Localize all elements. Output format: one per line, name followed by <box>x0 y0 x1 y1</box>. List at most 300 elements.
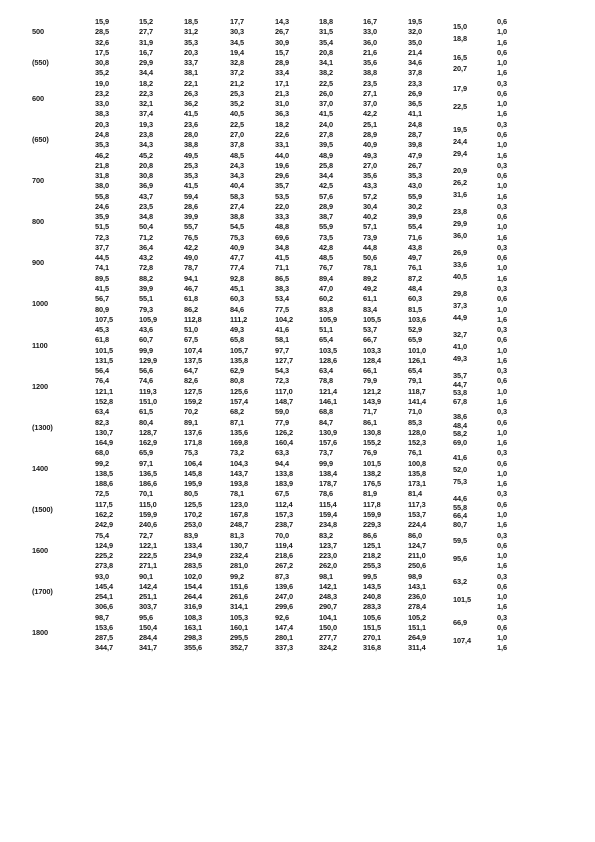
value-cell: 18,5 <box>184 17 198 26</box>
value-cell: 27,1 <box>363 88 377 98</box>
factor-cell: 1,0 <box>497 58 507 68</box>
value-cell: 24,0 <box>319 119 333 129</box>
value-cell: 48,5 <box>230 150 244 160</box>
value-cell: 35,4 <box>319 37 333 47</box>
value-cell: 72,5 <box>95 489 109 499</box>
value-cell: 111,2 <box>230 314 248 324</box>
value-cell: 278,4 <box>408 602 426 612</box>
size-label: 1800 <box>32 628 49 638</box>
value-cell: 87,3 <box>275 571 289 581</box>
side-cell: 20,9 <box>453 165 467 175</box>
value-cell: 19,6 <box>275 160 289 170</box>
value-cell: 73,7 <box>319 448 333 458</box>
value-cell: 97,1 <box>139 458 153 468</box>
value-cell: 37,0 <box>363 99 377 109</box>
value-cell: 264,4 <box>184 592 202 602</box>
factor-cell: 1,0 <box>497 263 507 273</box>
value-cell: 105,9 <box>139 314 157 324</box>
value-cell: 105,9 <box>319 314 337 324</box>
value-cell: 48,4 <box>408 284 422 294</box>
value-cell: 60,3 <box>230 294 244 304</box>
factor-cell: 0,6 <box>497 622 507 632</box>
factor-cell: 1,6 <box>497 438 507 448</box>
value-cell: 133,8 <box>275 468 293 478</box>
value-cell: 150,4 <box>139 622 157 632</box>
value-cell: 34,5 <box>230 37 244 47</box>
factor-cell: 0,6 <box>497 17 507 26</box>
value-cell: 262,0 <box>319 561 337 571</box>
value-cell: 41,5 <box>275 253 289 263</box>
value-cell: 153,7 <box>408 509 426 519</box>
value-cell: 83,2 <box>319 530 333 540</box>
side-cell: 55,8 <box>453 502 467 512</box>
factor-cell: 0,3 <box>497 612 507 622</box>
value-cell: 31,2 <box>184 27 198 37</box>
side-cell: 29,9 <box>453 218 467 228</box>
value-cell: 178,7 <box>319 479 337 489</box>
value-cell: 81,9 <box>363 489 377 499</box>
value-cell: 43,8 <box>408 242 422 252</box>
value-cell: 15,2 <box>139 17 153 26</box>
value-cell: 159,9 <box>363 509 381 519</box>
value-cell: 128,6 <box>319 355 337 365</box>
value-cell: 61,5 <box>139 407 153 417</box>
value-cell: 121,4 <box>319 386 337 396</box>
value-cell: 49,7 <box>408 253 422 263</box>
value-cell: 188,6 <box>95 479 113 489</box>
factor-cell: 0,3 <box>497 325 507 335</box>
factor-cell: 1,0 <box>497 633 507 643</box>
value-cell: 355,6 <box>184 643 202 653</box>
value-cell: 133,4 <box>184 540 202 550</box>
value-cell: 124,7 <box>408 540 426 550</box>
value-cell: 35,3 <box>95 140 109 150</box>
size-label: 800 <box>32 217 45 227</box>
value-cell: 129,9 <box>139 355 157 365</box>
value-cell: 61,8 <box>95 335 109 345</box>
side-cell: 20,7 <box>453 64 467 74</box>
value-cell: 20,8 <box>139 160 153 170</box>
value-cell: 48,9 <box>319 150 333 160</box>
value-cell: 22,0 <box>275 201 289 211</box>
factor-cell: 1,6 <box>497 520 507 530</box>
value-cell: 76,5 <box>184 232 198 242</box>
side-cell: 19,5 <box>453 124 467 134</box>
value-cell: 84,6 <box>230 304 244 314</box>
factor-cell: 1,0 <box>497 468 507 478</box>
side-cell: 23,8 <box>453 206 467 216</box>
value-cell: 72,8 <box>139 263 153 273</box>
value-cell: 78,1 <box>363 263 377 273</box>
value-cell: 287,5 <box>95 633 113 643</box>
value-cell: 61,1 <box>363 294 377 304</box>
value-cell: 60,3 <box>408 294 422 304</box>
value-cell: 85,3 <box>408 417 422 427</box>
value-cell: 19,5 <box>408 17 422 26</box>
value-cell: 145,4 <box>95 581 113 591</box>
value-cell: 39,9 <box>408 212 422 222</box>
side-cell: 59,5 <box>453 535 467 545</box>
value-cell: 26,7 <box>408 160 422 170</box>
factor-cell: 0,6 <box>497 581 507 591</box>
value-cell: 127,7 <box>275 355 293 365</box>
value-cell: 267,2 <box>275 561 293 571</box>
value-cell: 23,5 <box>139 201 153 211</box>
value-cell: 97,7 <box>275 345 289 355</box>
value-cell: 125,1 <box>363 540 381 550</box>
value-cell: 157,4 <box>230 396 248 406</box>
value-cell: 86,5 <box>275 273 289 283</box>
value-cell: 77,5 <box>275 304 289 314</box>
value-cell: 42,2 <box>184 242 198 252</box>
value-cell: 27,8 <box>319 129 333 139</box>
value-cell: 137,6 <box>184 427 202 437</box>
side-cell: 29,4 <box>453 148 467 158</box>
value-cell: 30,4 <box>363 201 377 211</box>
value-cell: 26,9 <box>408 88 422 98</box>
value-cell: 56,6 <box>139 366 153 376</box>
value-cell: 89,5 <box>95 273 109 283</box>
value-cell: 76,7 <box>319 263 333 273</box>
value-cell: 171,8 <box>184 438 202 448</box>
value-cell: 163,1 <box>184 622 202 632</box>
size-label: 700 <box>32 176 45 186</box>
value-cell: 88,2 <box>139 273 153 283</box>
factor-cell: 1,0 <box>497 592 507 602</box>
value-cell: 98,9 <box>408 571 422 581</box>
value-cell: 261,6 <box>230 592 248 602</box>
value-cell: 35,7 <box>275 181 289 191</box>
value-cell: 271,1 <box>139 561 157 571</box>
factor-cell: 0,6 <box>497 253 507 263</box>
value-cell: 82,6 <box>184 376 198 386</box>
value-cell: 72,7 <box>139 530 153 540</box>
value-cell: 122,1 <box>139 540 157 550</box>
value-cell: 47,0 <box>319 284 333 294</box>
value-cell: 20,3 <box>184 47 198 57</box>
value-cell: 58,1 <box>275 335 289 345</box>
value-cell: 24,6 <box>95 201 109 211</box>
value-cell: 105,5 <box>363 314 381 324</box>
value-cell: 121,1 <box>95 386 113 396</box>
value-cell: 102,0 <box>184 571 202 581</box>
side-cell: 66,9 <box>453 617 467 627</box>
value-cell: 19,0 <box>95 78 109 88</box>
value-cell: 34,6 <box>408 58 422 68</box>
factor-cell: 1,0 <box>497 27 507 37</box>
value-cell: 352,7 <box>230 643 248 653</box>
value-cell: 27,4 <box>230 201 244 211</box>
value-cell: 55,7 <box>184 222 198 232</box>
value-cell: 17,5 <box>95 47 109 57</box>
factor-cell: 0,3 <box>497 242 507 252</box>
value-cell: 160,1 <box>230 622 248 632</box>
value-cell: 23,2 <box>95 88 109 98</box>
value-cell: 44,5 <box>95 253 109 263</box>
value-cell: 45,3 <box>95 325 109 335</box>
value-cell: 101,5 <box>363 458 381 468</box>
value-cell: 23,3 <box>408 78 422 88</box>
side-cell: 44,6 <box>453 494 467 504</box>
factor-cell: 1,6 <box>497 561 507 571</box>
value-cell: 157,3 <box>275 509 293 519</box>
value-cell: 55,8 <box>95 191 109 201</box>
value-cell: 98,7 <box>95 612 109 622</box>
side-cell: 53,8 <box>453 388 467 398</box>
value-cell: 49,3 <box>230 325 244 335</box>
value-cell: 16,7 <box>139 47 153 57</box>
factor-cell: 1,6 <box>497 273 507 283</box>
value-cell: 38,8 <box>363 68 377 78</box>
side-cell: 41,6 <box>453 453 467 463</box>
value-cell: 40,2 <box>363 212 377 222</box>
value-cell: 18,8 <box>319 17 333 26</box>
value-cell: 193,8 <box>230 479 248 489</box>
factor-cell: 0,6 <box>497 540 507 550</box>
value-cell: 135,6 <box>230 427 248 437</box>
value-cell: 101,0 <box>408 345 426 355</box>
value-cell: 41,5 <box>319 109 333 119</box>
value-cell: 68,0 <box>95 448 109 458</box>
side-cell: 31,6 <box>453 189 467 199</box>
size-label: 1400 <box>32 463 49 473</box>
value-cell: 128,7 <box>139 427 157 437</box>
value-cell: 95,6 <box>139 612 153 622</box>
size-label: (1500) <box>32 504 53 514</box>
value-cell: 75,3 <box>184 448 198 458</box>
value-cell: 176,5 <box>363 479 381 489</box>
value-cell: 33,0 <box>95 99 109 109</box>
value-cell: 55,9 <box>408 191 422 201</box>
value-cell: 72,3 <box>95 232 109 242</box>
value-cell: 40,4 <box>230 181 244 191</box>
value-cell: 115,4 <box>319 499 337 509</box>
value-cell: 121,2 <box>363 386 381 396</box>
value-cell: 51,5 <box>95 222 109 232</box>
value-cell: 87,2 <box>408 273 422 283</box>
value-cell: 29,6 <box>275 171 289 181</box>
value-cell: 108,3 <box>184 612 202 622</box>
value-cell: 284,4 <box>139 633 157 643</box>
value-cell: 159,9 <box>139 509 157 519</box>
value-cell: 38,2 <box>319 68 333 78</box>
value-cell: 37,8 <box>408 68 422 78</box>
value-cell: 103,3 <box>363 345 381 355</box>
value-cell: 29,9 <box>139 58 153 68</box>
value-cell: 36,0 <box>363 37 377 47</box>
value-cell: 47,7 <box>230 253 244 263</box>
value-cell: 65,9 <box>408 335 422 345</box>
factor-cell: 0,3 <box>497 160 507 170</box>
value-cell: 27,7 <box>139 27 153 37</box>
value-cell: 25,8 <box>319 160 333 170</box>
value-cell: 92,8 <box>230 273 244 283</box>
value-cell: 90,1 <box>139 571 153 581</box>
value-cell: 248,7 <box>230 520 248 530</box>
value-cell: 22,5 <box>230 119 244 129</box>
side-cell: 58,2 <box>453 429 467 439</box>
value-cell: 42,2 <box>363 109 377 119</box>
value-cell: 41,5 <box>184 109 198 119</box>
value-cell: 218,6 <box>275 551 293 561</box>
value-cell: 65,9 <box>139 448 153 458</box>
value-cell: 22,1 <box>184 78 198 88</box>
factor-cell: 0,3 <box>497 201 507 211</box>
value-cell: 26,7 <box>275 27 289 37</box>
value-cell: 28,9 <box>319 201 333 211</box>
value-cell: 270,1 <box>363 633 381 643</box>
value-cell: 71,1 <box>275 263 289 273</box>
value-cell: 89,2 <box>363 273 377 283</box>
side-cell: 18,8 <box>453 33 467 43</box>
value-cell: 154,4 <box>184 581 202 591</box>
value-cell: 314,1 <box>230 602 248 612</box>
value-cell: 38,8 <box>184 140 198 150</box>
value-cell: 50,4 <box>139 222 153 232</box>
value-cell: 63,4 <box>319 366 333 376</box>
value-cell: 26,0 <box>319 88 333 98</box>
value-cell: 34,4 <box>139 68 153 78</box>
value-cell: 236,0 <box>408 592 426 602</box>
value-cell: 74,6 <box>139 376 153 386</box>
value-cell: 33,0 <box>363 27 377 37</box>
value-cell: 22,6 <box>275 129 289 139</box>
value-cell: 28,9 <box>363 129 377 139</box>
size-label: (650) <box>32 135 49 145</box>
side-cell: 26,2 <box>453 177 467 187</box>
value-cell: 57,6 <box>319 191 333 201</box>
value-cell: 155,2 <box>363 438 381 448</box>
value-cell: 104,2 <box>275 314 293 324</box>
value-cell: 36,4 <box>139 242 153 252</box>
value-cell: 273,8 <box>95 561 113 571</box>
value-cell: 44,8 <box>363 242 377 252</box>
value-cell: 46,2 <box>95 150 109 160</box>
value-cell: 238,7 <box>275 520 293 530</box>
value-cell: 281,0 <box>230 561 248 571</box>
value-cell: 153,6 <box>95 622 113 632</box>
value-cell: 66,1 <box>363 366 377 376</box>
value-cell: 84,7 <box>319 417 333 427</box>
value-cell: 107,4 <box>184 345 202 355</box>
value-cell: 76,1 <box>408 448 422 458</box>
value-cell: 104,1 <box>319 612 337 622</box>
value-cell: 31,8 <box>95 171 109 181</box>
value-cell: 145,8 <box>184 468 202 478</box>
side-cell: 75,3 <box>453 477 467 487</box>
value-cell: 39,9 <box>139 284 153 294</box>
value-cell: 130,8 <box>363 427 381 437</box>
value-cell: 337,3 <box>275 643 293 653</box>
value-cell: 34,8 <box>139 212 153 222</box>
value-cell: 104,3 <box>230 458 248 468</box>
value-cell: 27,0 <box>363 160 377 170</box>
value-cell: 71,0 <box>408 407 422 417</box>
value-cell: 40,9 <box>230 242 244 252</box>
value-cell: 143,1 <box>408 581 426 591</box>
value-cell: 25,1 <box>363 119 377 129</box>
side-cell: 17,9 <box>453 83 467 93</box>
value-cell: 46,7 <box>184 284 198 294</box>
value-cell: 36,5 <box>408 99 422 109</box>
value-cell: 43,3 <box>363 181 377 191</box>
value-cell: 117,5 <box>95 499 113 509</box>
value-cell: 75,3 <box>230 232 244 242</box>
value-cell: 21,6 <box>363 47 377 57</box>
value-cell: 123,7 <box>319 540 337 550</box>
side-cell: 67,8 <box>453 396 467 406</box>
value-cell: 35,0 <box>408 37 422 47</box>
value-cell: 28,6 <box>184 201 198 211</box>
value-cell: 195,9 <box>184 479 202 489</box>
value-cell: 234,8 <box>319 520 337 530</box>
value-cell: 24,8 <box>95 129 109 139</box>
side-cell: 101,5 <box>453 594 471 604</box>
value-cell: 37,2 <box>230 68 244 78</box>
value-cell: 73,5 <box>319 232 333 242</box>
value-cell: 251,1 <box>139 592 157 602</box>
side-cell: 44,9 <box>453 313 467 323</box>
value-cell: 18,2 <box>139 78 153 88</box>
value-cell: 30,8 <box>139 171 153 181</box>
value-cell: 30,2 <box>408 201 422 211</box>
value-cell: 43,0 <box>408 181 422 191</box>
factor-cell: 1,6 <box>497 191 507 201</box>
value-cell: 138,5 <box>95 468 113 478</box>
value-cell: 59,4 <box>184 191 198 201</box>
value-cell: 38,1 <box>184 68 198 78</box>
factor-cell: 1,6 <box>497 150 507 160</box>
factor-cell: 0,6 <box>497 376 507 386</box>
value-cell: 30,8 <box>95 58 109 68</box>
value-cell: 26,3 <box>184 88 198 98</box>
value-cell: 89,1 <box>184 417 198 427</box>
value-cell: 28,7 <box>408 129 422 139</box>
value-cell: 23,8 <box>139 129 153 139</box>
factor-cell: 1,0 <box>497 304 507 314</box>
value-cell: 41,6 <box>275 325 289 335</box>
value-cell: 43,7 <box>139 191 153 201</box>
value-cell: 250,6 <box>408 561 426 571</box>
factor-cell: 1,6 <box>497 396 507 406</box>
value-cell: 248,3 <box>319 592 337 602</box>
factor-cell: 0,3 <box>497 119 507 129</box>
value-cell: 240,8 <box>363 592 381 602</box>
value-cell: 60,2 <box>319 294 333 304</box>
value-cell: 234,9 <box>184 551 202 561</box>
value-cell: 47,9 <box>408 150 422 160</box>
value-cell: 28,9 <box>275 58 289 68</box>
factor-cell: 1,6 <box>497 37 507 47</box>
value-cell: 306,6 <box>95 602 113 612</box>
value-cell: 33,4 <box>275 68 289 78</box>
value-cell: 17,1 <box>275 78 289 88</box>
value-cell: 295,5 <box>230 633 248 643</box>
value-cell: 33,1 <box>275 140 289 150</box>
value-cell: 99,9 <box>319 458 333 468</box>
value-cell: 344,7 <box>95 643 113 653</box>
factor-cell: 0,6 <box>497 499 507 509</box>
side-cell: 41,0 <box>453 342 467 352</box>
value-cell: 38,8 <box>230 212 244 222</box>
value-cell: 21,8 <box>95 160 109 170</box>
value-cell: 277,7 <box>319 633 337 643</box>
value-cell: 77,4 <box>230 263 244 273</box>
value-cell: 137,5 <box>184 355 202 365</box>
size-label: 1600 <box>32 545 49 555</box>
value-cell: 40,9 <box>363 140 377 150</box>
value-cell: 170,2 <box>184 509 202 519</box>
